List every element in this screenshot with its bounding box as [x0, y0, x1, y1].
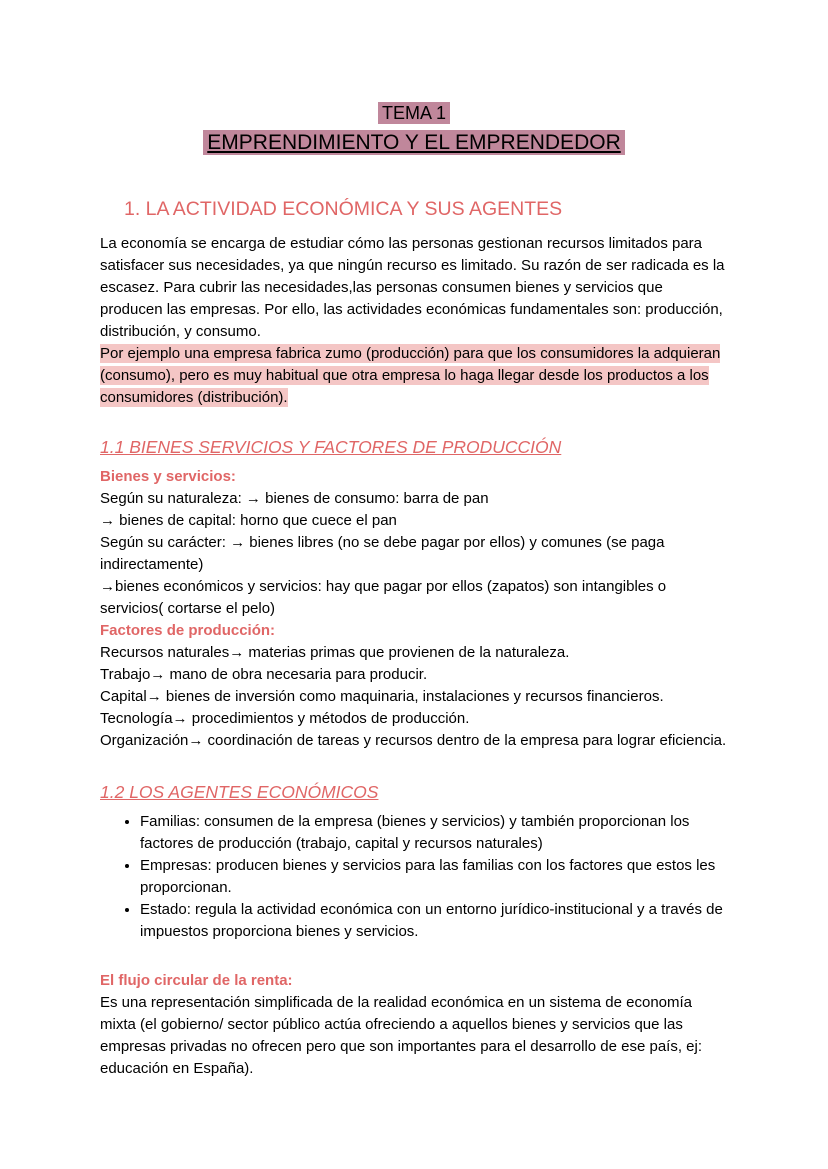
section-1-heading: 1. LA ACTIVIDAD ECONÓMICA Y SUS AGENTES: [124, 198, 563, 220]
section-1-example-paragraph: [100, 343, 728, 409]
bienes-line: → bienes de capital: horno que cuece el pan: [100, 512, 397, 529]
factores-line: Recursos naturales→ materias primas que provienen de la naturaleza.: [100, 644, 570, 661]
section-1-intro-paragraph: La economía se encarga de estudiar cómo las personas gestionan recursos limitados para satisfacer sus necesidades, ya que ningún recurso es limitado. Su razón de ser radicada es la escasez. Para cubrir las necesidades,las personas consumen bienes y servicios que producen las empresas. Por ello, las actividades económicas fundamentales son: producción, distribución, y consumo.: [100, 235, 725, 340]
bienes-servicios-label: Bienes y servicios:: [100, 468, 236, 485]
bienes-line: Según su naturaleza: → bienes de consumo: barra de pan: [100, 490, 489, 507]
bullet-item-empresas: • Empresas: producen bienes y servicios para las familias con los factores que estos les proporcionan.: [140, 855, 728, 899]
flujo-circular-label: El flujo circular de la renta:: [100, 972, 293, 989]
flujo-circular-paragraph: Es una representación simplificada de la realidad económica en un sistema de economía mixta (el gobierno/ sector público actúa ofreciendo a aquellos bienes y servicios que las empresas privadas no ofrecen pero que son importantes para el desarrollo de ese país, ej: educación en España).: [100, 994, 703, 1077]
doc-title-tema-line: [100, 100, 728, 126]
main-title-highlighted-text: EMPRENDIMIENTO Y EL EMPRENDEDOR: [203, 130, 624, 155]
agentes-bullet-list: [100, 811, 728, 943]
example-highlighted-text: Por ejemplo una empresa fabrica zumo (producción) para que los consumidores la adquieran (consumo), pero es muy habitual que otra empresa lo haga llegar desde los productos a los consumidores (distribución).: [100, 345, 721, 406]
bullet-item-estado: • Estado: regula la actividad económica con un entorno jurídico-institucional y a través de impuestos proporciona bienes y servicios.: [140, 899, 728, 943]
bullet-item-familias: • Familias: consumen de la empresa (bienes y servicios) y también proporcionan los factores de producción (trabajo, capital y recursos naturales): [140, 811, 728, 855]
factores-line: Organización→ coordinación de tareas y recursos dentro de la empresa para lograr eficiencia.: [100, 732, 727, 749]
tema-highlighted-text: TEMA 1: [378, 102, 450, 124]
factores-produccion-label: Factores de producción:: [100, 622, 276, 639]
section-1-1-heading: 1.1 BIENES SERVICIOS Y FACTORES DE PRODUCCIÓN: [100, 437, 562, 457]
bienes-line: Según su carácter: → bienes libres (no se debe pagar por ellos) y comunes (se paga indirectamente): [100, 534, 665, 573]
factores-line: Tecnología→ procedimientos y métodos de producción.: [100, 710, 470, 727]
bienes-line: →bienes económicos y servicios: hay que pagar por ellos (zapatos) son intangibles o servicios( cortarse el pelo): [100, 578, 667, 617]
doc-title-block: [100, 100, 728, 158]
section-1-2-heading: 1.2 LOS AGENTES ECONÓMICOS: [100, 782, 379, 802]
doc-title-main-line: [100, 128, 728, 158]
factores-line: Capital→ bienes de inversión como maquinaria, instalaciones y recursos financieros.: [100, 688, 664, 705]
factores-line: Trabajo→ mano de obra necesaria para producir.: [100, 666, 428, 683]
